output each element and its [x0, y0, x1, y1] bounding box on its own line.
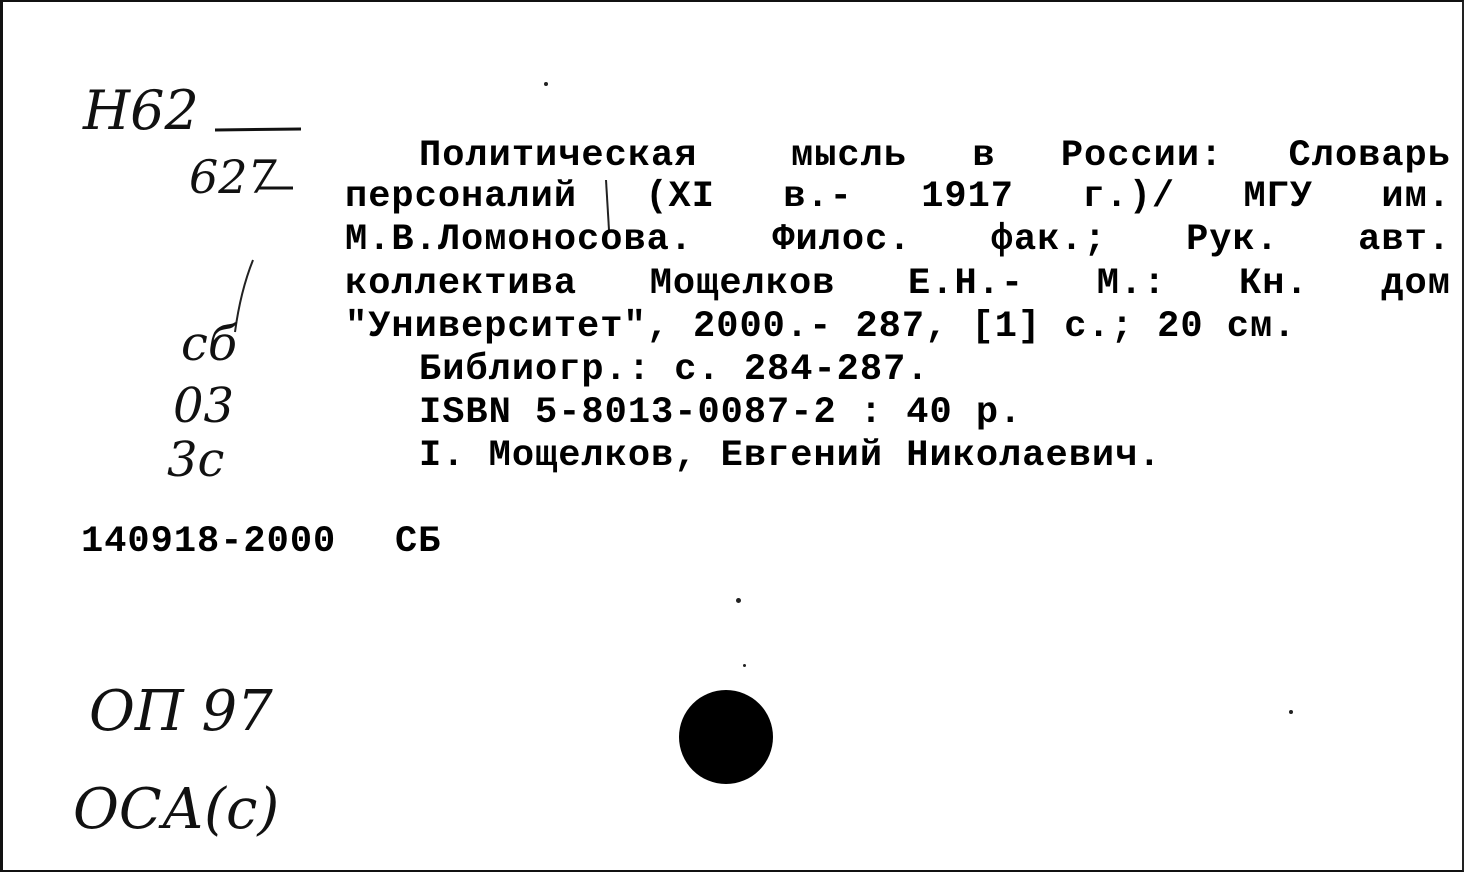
- handwritten-code-1: сб: [181, 316, 238, 372]
- card-punch-hole: [679, 690, 773, 784]
- scan-speck: [743, 664, 746, 667]
- entry-isbn-price: ISBN 5-8013-0087-2 : 40 р.: [419, 392, 1023, 434]
- entry-word: 1917: [921, 176, 1015, 218]
- entry-word: персоналий: [345, 176, 578, 218]
- entry-added-author: I. Мощелков, Евгений Николаевич.: [419, 435, 1162, 477]
- entry-word: им.: [1381, 176, 1451, 218]
- entry-word: дом: [1381, 263, 1451, 305]
- entry-word: Е.Н.-: [908, 263, 1025, 305]
- entry-word: мысль: [791, 135, 908, 177]
- entry-word: в.-: [783, 176, 853, 218]
- scan-speck: [544, 82, 548, 86]
- entry-word: в: [972, 135, 996, 177]
- entry-title-line1-start: Политическая: [419, 135, 698, 177]
- entry-title-line1: [791, 135, 1451, 177]
- entry-word: М.В.Ломоносова.: [345, 219, 694, 261]
- entry-title-line4: [345, 263, 1451, 305]
- entry-title-line2: [345, 176, 1451, 218]
- entry-imprint-line: "Университет", 2000.- 287, [1] с.; 20 см.: [345, 306, 1297, 348]
- handwritten-code-3: 3с: [167, 432, 225, 488]
- entry-word: Рук.: [1186, 219, 1279, 261]
- scan-speck: [1289, 710, 1293, 714]
- entry-word: г.)/: [1082, 176, 1176, 218]
- entry-word: Словарь: [1288, 135, 1451, 177]
- card-code: СБ: [395, 521, 442, 563]
- shelfmark-bottom: 627: [189, 150, 277, 204]
- entry-word: М.:: [1096, 263, 1167, 305]
- handwritten-footer-1: ОП 97: [89, 679, 273, 744]
- entry-word: Кн.: [1239, 263, 1309, 305]
- entry-bibliography-note: Библиогр.: с. 284-287.: [419, 349, 930, 391]
- entry-word: России:: [1060, 135, 1224, 177]
- entry-word: авт.: [1358, 219, 1451, 261]
- entry-word: МГУ: [1243, 176, 1314, 218]
- scan-speck: [736, 598, 741, 603]
- entry-word: (XI: [645, 176, 715, 218]
- entry-word: фак.;: [990, 219, 1107, 261]
- shelfmark-top: Н62: [83, 79, 199, 142]
- entry-word: Филос.: [772, 219, 912, 261]
- handwritten-code-2: 03: [173, 378, 235, 434]
- entry-word: коллектива: [345, 263, 578, 305]
- entry-title-line3: [345, 219, 1451, 261]
- entry-word: Мощелков: [649, 263, 836, 305]
- handwritten-footer-2: ОСА(с): [73, 777, 280, 842]
- card-number: 140918-2000: [81, 521, 337, 563]
